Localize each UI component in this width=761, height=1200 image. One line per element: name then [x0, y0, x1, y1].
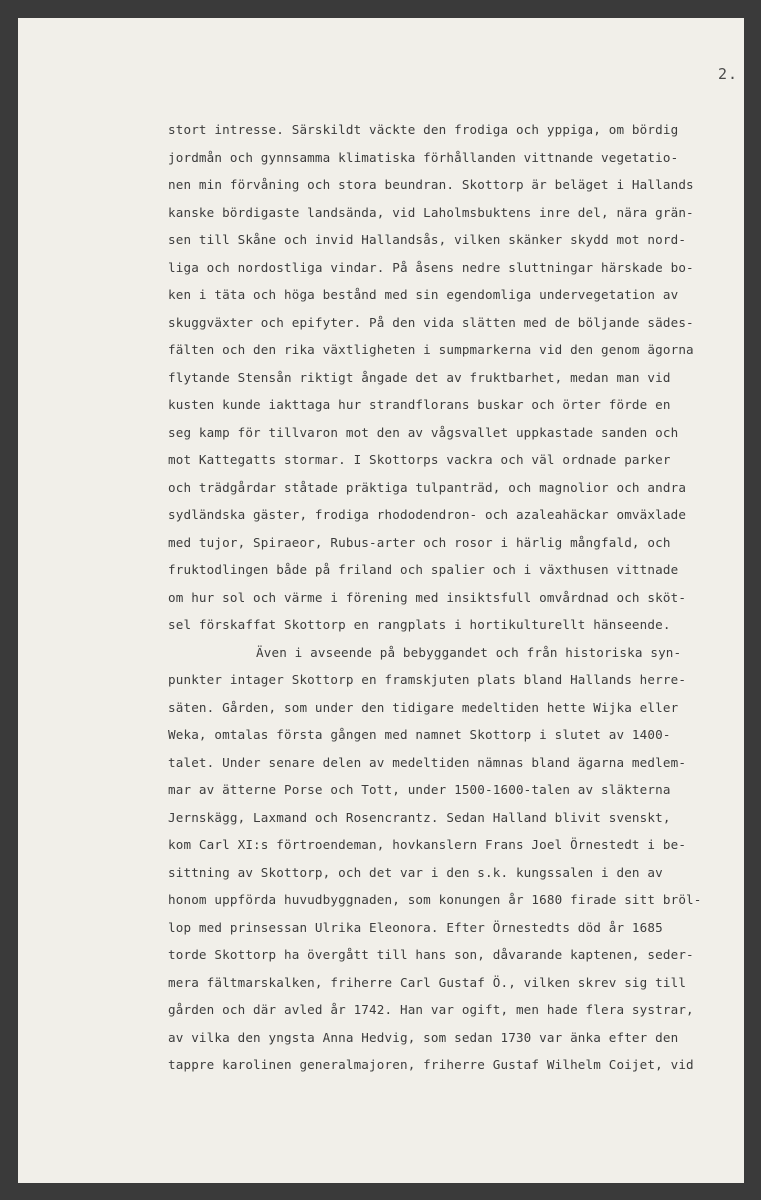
- text-line: av vilka den yngsta Anna Hedvig, som sedan 1730 var änka efter den: [168, 1029, 679, 1045]
- text-line: seg kamp för tillvaron mot den av vågsvallet uppkastade sanden och: [168, 424, 679, 440]
- text-line: torde Skottorp ha övergått till hans son, dåvarande kaptenen, seder-: [168, 947, 694, 962]
- text-line: och trädgårdar ståtade präktiga tulpanträd, och magnolior och andra: [168, 479, 687, 495]
- text-line: sittning av Skottorp, och det var i den s.k. kungssalen i den av: [168, 864, 663, 880]
- text-line: flytande Stensån riktigt ångade det av fruktbarhet, medan man vid: [168, 369, 671, 385]
- text-line: honom uppförda huvudbyggnaden, som konungen år 1680 firade sitt bröl-: [168, 892, 702, 907]
- text-line: sel förskaffat Skottorp en rangplats i hortikulturellt hänseende.: [168, 617, 671, 632]
- text-line: mot Kattegatts stormar. I Skottorps vackra och väl ordnade parker: [168, 452, 671, 467]
- text-line: Jernskägg, Laxmand och Rosencrantz. Sedan Halland blivit svenskt,: [168, 809, 671, 825]
- text-line: liga och nordostliga vindar. På åsens nedre sluttningar härskade bo-: [168, 259, 694, 275]
- text-line: jordmån och gynnsamma klimatiska förhållanden vittnande vegetatio-: [168, 149, 679, 165]
- text-line: om hur sol och värme i förening med insiktsfull omvårdnad och sköt-: [168, 589, 687, 605]
- text-line: sen till Skåne och invid Hallandsås, vilken skänker skydd mot nord-: [168, 232, 687, 247]
- text-line: Weka, omtalas första gången med namnet Skottorp i slutet av 1400-: [168, 727, 671, 742]
- text-line: kanske bördigaste landsända, vid Laholmsbuktens inre del, nära grän-: [168, 204, 694, 220]
- text-line: ken i täta och höga bestånd med sin egendomliga undervegetation av: [168, 287, 679, 302]
- text-line: tappre karolinen generalmajoren, friherre Gustaf Wilhelm Coijet, vid: [168, 1057, 694, 1072]
- text-line: säten. Gården, som under den tidigare medeltiden hette Wijka eller: [168, 699, 679, 715]
- text-line: fruktodlingen både på friland och spalier och i växthusen vittnade: [168, 562, 679, 577]
- body-text: [168, 116, 746, 1079]
- paragraph-first-line: Även i avseende på bebyggandet och från historiska syn-: [256, 644, 682, 660]
- page-number: 2.: [718, 65, 739, 83]
- text-line: skuggväxter och epifyter. På den vida slätten med de böljande sädes-: [168, 314, 694, 330]
- text-line: kusten kunde iakttaga hur strandflorans buskar och örter förde en: [168, 397, 671, 412]
- text-line: mera fältmarskalken, friherre Carl Gustaf Ö., vilken skrev sig till: [168, 974, 687, 990]
- text-line: talet. Under senare delen av medeltiden nämnas bland ägarna medlem-: [168, 754, 687, 770]
- text-line: lop med prinsessan Ulrika Eleonora. Efter Örnestedts död år 1685: [168, 919, 663, 935]
- text-line: nen min förvåning och stora beundran. Skottorp är beläget i Hallands: [168, 177, 694, 192]
- text-line: fälten och den rika växtligheten i sumpmarkerna vid den genom ägorna: [168, 342, 694, 357]
- text-line: kom Carl XI:s förtroendeman, hovkanslern Frans Joel Örnestedt i be-: [168, 837, 687, 852]
- text-line: mar av ätterne Porse och Tott, under 1500-1600-talen av släkterna: [168, 782, 671, 797]
- text-line: med tujor, Spiraeor, Rubus-arter och rosor i härlig mångfald, och: [168, 534, 671, 550]
- document-page: [18, 18, 744, 1183]
- text-line: stort intresse. Särskildt väckte den frodiga och yppiga, om bördig: [168, 122, 679, 137]
- text-line: punkter intager Skottorp en framskjuten plats bland Hallands herre-: [168, 672, 687, 687]
- text-line: sydländska gäster, frodiga rhododendron- och azaleahäckar omväxlade: [168, 507, 687, 522]
- text-line: gården och där avled år 1742. Han var ogift, men hade flera systrar,: [168, 1002, 694, 1017]
